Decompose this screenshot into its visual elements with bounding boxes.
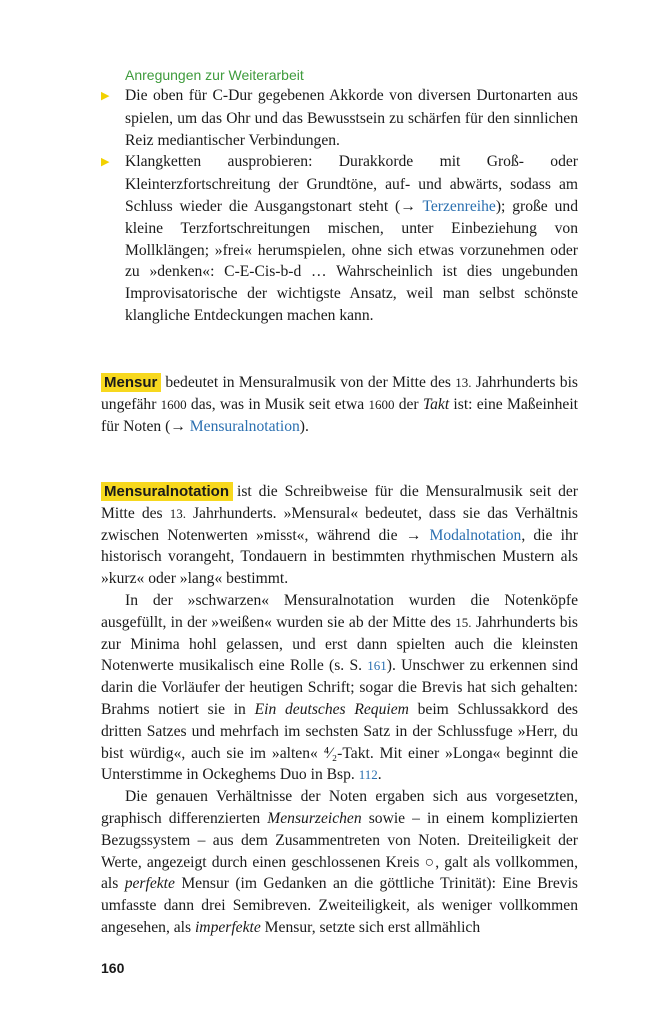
entry-term: Mensur	[101, 373, 161, 392]
page-number: 160	[101, 960, 125, 976]
link-terzenreihe[interactable]: Terzenreihe	[422, 197, 496, 215]
section-heading: Anregungen zur Weiterarbeit	[125, 67, 304, 83]
circle-symbol: ○	[424, 853, 436, 871]
entry-term: Mensuralnotation	[101, 482, 233, 501]
link-page-161[interactable]: 161	[367, 658, 387, 674]
paragraph-2: In der »schwarzen« Mensuralnotation wurden die Notenköpfe ausgefüllt, in der »weißen« wurden sie ab der Mitte des 15. Jahrhunderts bis zur Minima hohl gelassen, und erst dann spielten auch die kleinsten Notenwerte musikalisch eine Rolle (s. S. 161). Unschwer zu erkennen sind darin die Vorläufer der heutigen Schrift; sogar die Brevis hat sich gehalten: Brahms notiert sie in Ein deutsches Requiem beim Schlussakkord des dritten Satzes und mehrfach im sechsten Satz in der Schlussfuge »Herr, du bist würdig«, auch sie im »alten« ⁴⁄₂-Takt. Mit einer »Longa« beginnt die Unterstimme in Ockeghems Duo in Bsp. 112.	[101, 591, 579, 784]
bullet-item: ▶ Klangketten ausprobieren: Durakkorde mit Groß- oder Kleinterzfortschreitung der Grundtöne, auf- und abwärts, sodass am Schluss wieder die Ausgangstonart steht (→ Terzenreihe); große und kleine Terzfortschreitungen mischen, unter Einbeziehung von Mollklängen; »frei« herumspielen, ohne sich etwas vorzunehmen oder zu »denken«: C-E-Cis-b-d … Wahrscheinlich ist dies ungebunden Improvisatorische der wichtigste Ansatz, weil man selbst schönste klangliche Entdeckungen machen kann.	[101, 153, 579, 324]
bullet-item: ▶ Die oben für C-Dur gegebenen Akkorde von diversen Durtonarten aus spielen, um das Ohr und das Bewusstsein zu schärfen für den sinnlichen Reiz mediantischer Verbindungen.	[101, 87, 578, 149]
link-example-112[interactable]: 112	[358, 767, 378, 783]
triangle-bullet-icon: ▶	[101, 156, 110, 169]
triangle-bullet-icon: ▶	[101, 90, 110, 102]
entry-mensuralnotation	[101, 481, 578, 939]
paragraph-3: Die genauen Verhältnisse der Noten ergaben sich aus vorgesetzten, graphisch differenzierten Mensurzeichen sowie – in einem komplizierten Bezugssystem – aus dem Zusammentreten von Noten. Dreiteiligkeit der Werte, angezeigt durch einen geschlossenen Kreis ○, galt als vollkommen, als perfekte Mensur (im Gedanken an die göttliche Trinität): Eine Brevis umfasste dann drei Semibreven. Zweiteiligkeit, als weniger vollkommen angesehen, als imperfekte Mensur, setzte sich erst allmählich	[101, 788, 579, 936]
link-modalnotation[interactable]: Modalnotation	[429, 526, 522, 544]
link-mensuralnotation[interactable]: Mensuralnotation	[189, 417, 300, 435]
entry-mensur: Mensur bedeutet in Mensuralmusik von der Mitte des 13. Jahrhunderts bis ungefähr 1600 das, was in Musik seit etwa 1600 der Takt ist: eine Maßeinheit für Noten (→ Mensuralnotation).	[101, 374, 578, 435]
anregungen-section	[101, 67, 578, 327]
paragraph-1: Mensuralnotation ist die Schreibweise für die Mensuralmusik seit der Mitte des 13. Jahrhunderts. »Mensural« bedeutet, dass sie das Verhältnis zwischen Notenwerten »misst«, während die → Modalnotation, die ihr historisch vorangeht, Tondauern in bestimmten rhythmischen Mustern als »kurz« oder »lang« bestimmt.	[101, 483, 578, 588]
